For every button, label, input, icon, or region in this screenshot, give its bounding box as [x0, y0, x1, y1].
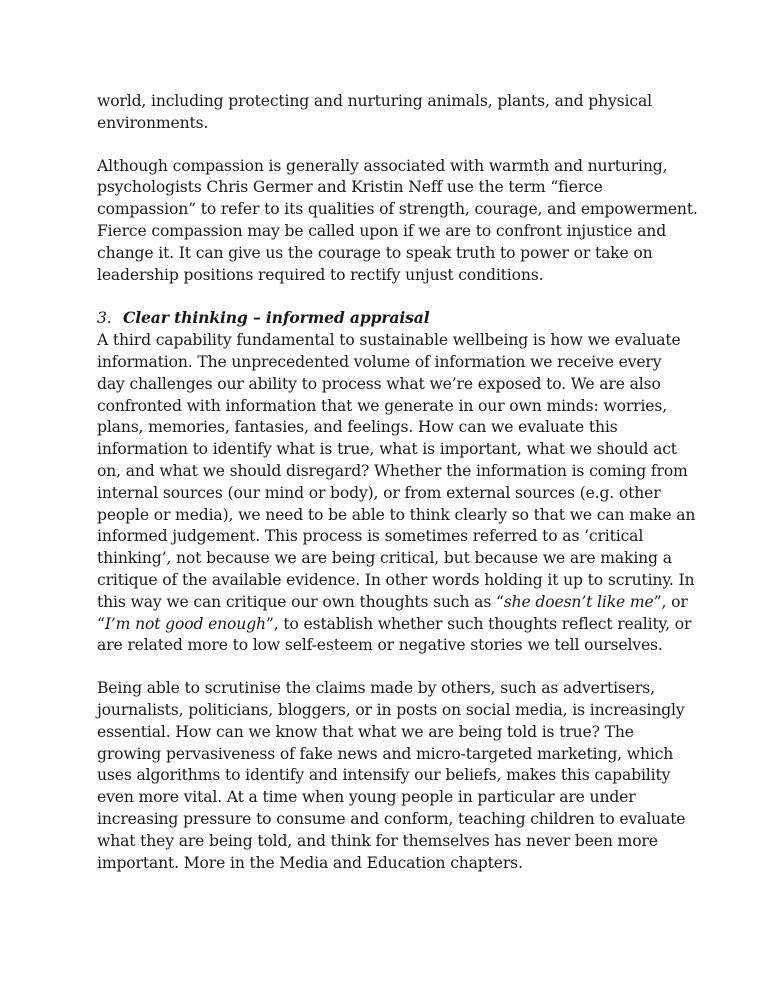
text-line: leadership positions required to rectify unjust conditions.	[97, 265, 544, 284]
text-line: increasing pressure to consume and conform, teaching children to evaluate	[97, 809, 686, 828]
text-line: information. The unprecedented volume of information we receive every	[97, 352, 662, 371]
text-line: plans, memories, fantasies, and feelings. How can we evaluate this	[97, 418, 618, 437]
document-page	[97, 91, 698, 895]
text-line: world, including protecting and nurturing animals, plants, and physical	[97, 92, 652, 110]
italic-quote: she doesn’t like me	[503, 592, 654, 611]
text-line: psychologists Chris Germer and Kristin Neff use the term “fierce	[97, 178, 603, 197]
text-line: thinking’, not because we are being critical, but because we are making a	[97, 549, 672, 568]
text-line: environments.	[97, 113, 209, 132]
section-number: 3.	[97, 309, 112, 328]
text-line-with-quote	[97, 592, 687, 614]
paragraph-2	[97, 156, 698, 287]
text-line: Being able to scrutinise the claims made by others, such as advertisers,	[97, 679, 655, 698]
text-line: change it. It can give us the courage to speak truth to power or take on	[97, 243, 653, 262]
text-line: uses algorithms to identify and intensify our beliefs, makes this capability	[97, 766, 671, 785]
text-line: journalists, politicians, bloggers, or in posts on social media, is increasingly	[97, 700, 685, 719]
text-line: informed judgement. This process is sometimes referred to as ‘critical	[97, 527, 644, 546]
text-line: people or media), we need to be able to think clearly so that we can make an	[97, 505, 696, 524]
text-line: Although compassion is generally associated with warmth and nurturing,	[97, 156, 668, 175]
quote-lead-text: “	[97, 614, 105, 633]
text-line: A third capability fundamental to sustainable wellbeing is how we evaluate	[97, 331, 681, 350]
text-line: confronted with information that we generate in our own minds: worries,	[97, 396, 668, 415]
paragraph-1	[97, 91, 687, 135]
text-line: are related more to low self-esteem or negative stories we tell ourselves.	[97, 636, 663, 655]
text-line: compassion” to refer to its qualities of strength, courage, and empowerment.	[97, 200, 698, 219]
quote-trail-text: ”, or	[653, 592, 688, 611]
text-line: what they are being told, and think for themselves has never been more	[97, 831, 658, 850]
text-line: internal sources (our mind or body), or from external sources (e.g. other	[97, 483, 661, 502]
text-line: day challenges our ability to process what we’re exposed to. We are also	[97, 374, 661, 393]
section-heading	[97, 307, 687, 330]
section-title: Clear thinking – informed appraisal	[123, 308, 430, 328]
italic-quote: I’m not good enough	[104, 614, 266, 633]
paragraph-4	[97, 678, 687, 874]
text-line-with-quote	[97, 614, 692, 636]
text-line: important. More in the Media and Education chapters.	[97, 853, 523, 872]
quote-trail-text: ”, to establish whether such thoughts reflect reality, or	[265, 614, 692, 633]
text-line: growing pervasiveness of fake news and micro-targeted marketing, which	[97, 744, 674, 763]
text-line: even more vital. At a time when young people in particular are under	[97, 788, 636, 807]
text-line: critique of the available evidence. In other words holding it up to scrutiny. In	[97, 570, 695, 589]
section-3	[97, 307, 696, 657]
text-line: essential. How can we know that what we are being told is true? The	[97, 722, 634, 741]
text-line: Fierce compassion may be called upon if we are to confront injustice and	[97, 221, 667, 240]
text-line: information to identify what is true, what is important, what we should act	[97, 440, 677, 459]
text-line: on, and what we should disregard? Whether the information is coming from	[97, 461, 688, 480]
quote-lead-text: this way we can critique our own thoughts such as “	[97, 592, 504, 611]
